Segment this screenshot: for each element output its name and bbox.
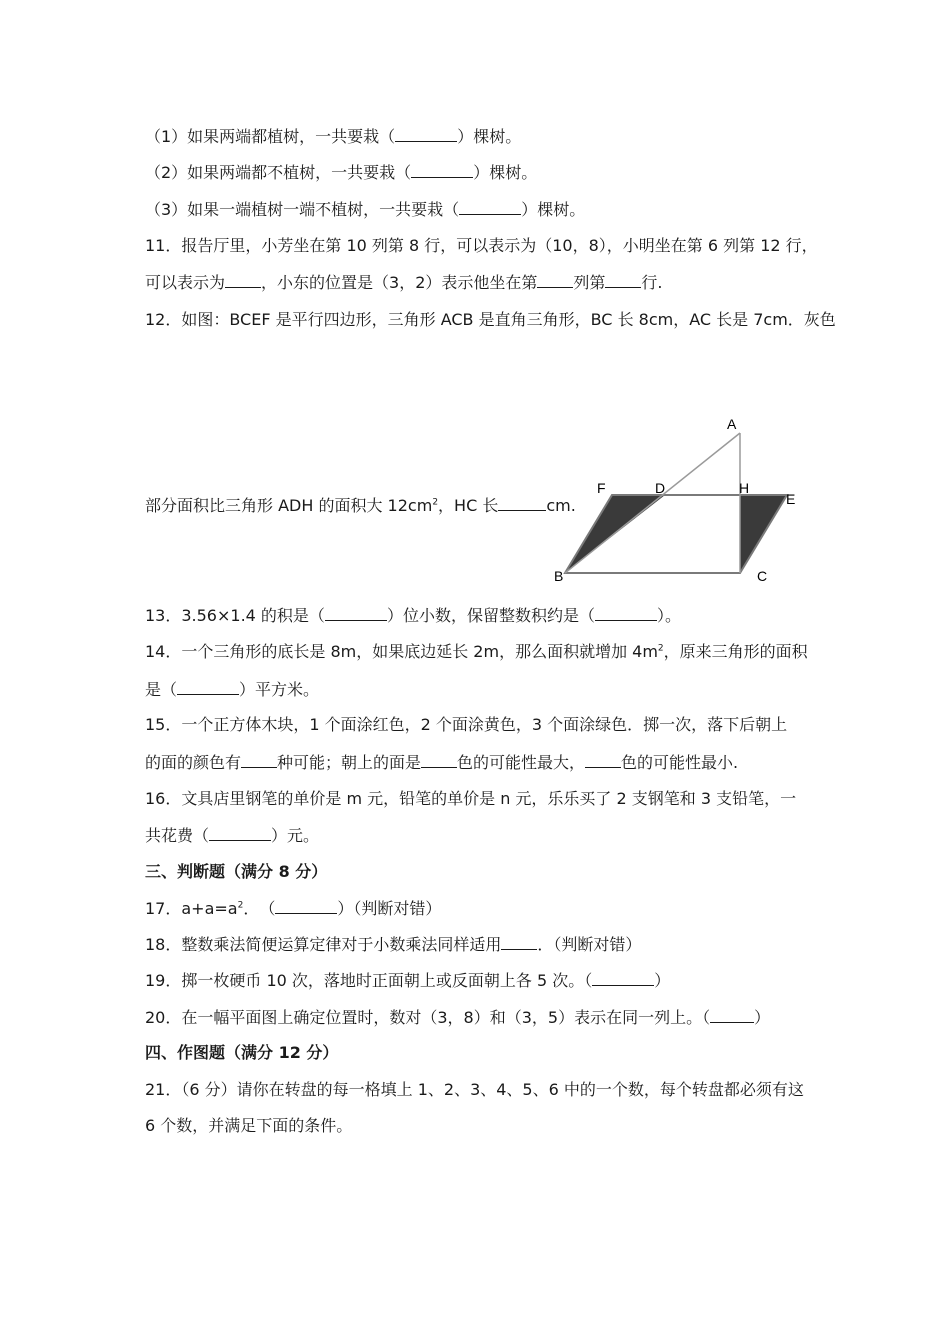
q12-line1: 12．如图：BCEF 是平行四边形，三角形 ACB 是直角三角形，BC 长 8cm，AC 长是 7cm．灰色 — [145, 310, 836, 329]
answer-blank[interactable] — [421, 752, 457, 768]
q10-sub1: （1）如果两端都植树，一共要栽（ ）棵树。 — [145, 127, 522, 146]
q15-line1: 15．一个正方体木块，1 个面涂红色，2 个面涂黄色，3 个面涂绿色．掷一次，落下后朝上 — [145, 715, 788, 734]
q21-line1: 21．（6 分）请你在转盘的每一格填上 1、2、3、4、5、6 中的一个数，每个转盘都必须有这 — [145, 1080, 804, 1099]
q16-line2: 共花费（ ）元。 — [145, 826, 320, 845]
q14-line1: 14．一个三角形的底长是 8m，如果底边延长 2m，那么面积就增加 $4m^2$，原来三角形的面积 — [145, 642, 808, 661]
label-b: B — [554, 568, 564, 584]
q18: 18．整数乘法简便运算定律对于小数乘法同样适用 ．（判断对错） — [145, 935, 642, 954]
answer-blank[interactable] — [177, 679, 239, 695]
q16-line1: 16．文具店里钢笔的单价是 m 元，铅笔的单价是 n 元，乐乐买了 2 支钢笔和 3 支铅笔，一 — [145, 789, 797, 808]
q20: 20．在一幅平面图上确定位置时，数对（3，8）和（3，5）表示在同一列上。（ ） — [145, 1008, 771, 1027]
q12-line2: 部分面积比三角形 ADH 的面积大 $12cm^2$，HC 长 cm. — [145, 496, 576, 515]
answer-blank[interactable] — [498, 495, 546, 511]
answer-blank[interactable] — [241, 752, 277, 768]
answer-blank[interactable] — [275, 898, 337, 914]
q21-line2: 6 个数，并满足下面的条件。 — [145, 1116, 353, 1135]
answer-blank[interactable] — [501, 934, 537, 950]
label-d: D — [655, 480, 666, 496]
q11-line1: 11．报告厅里，小芳坐在第 10 列第 8 行，可以表示为（10，8），小明坐在第 6 列第 12 行， — [145, 236, 818, 255]
label-e: E — [786, 491, 796, 507]
answer-blank[interactable] — [459, 199, 521, 215]
answer-blank[interactable] — [411, 162, 473, 178]
answer-blank[interactable] — [209, 825, 271, 841]
answer-blank[interactable] — [592, 970, 654, 986]
label-a: A — [727, 416, 737, 432]
answer-blank[interactable] — [585, 752, 621, 768]
q15-line2: 的面的颜色有 种可能；朝上的面是 色的可能性最大， 色的可能性最小. — [145, 753, 739, 772]
answer-blank[interactable] — [537, 272, 573, 288]
q14-line2: 是（ ）平方米。 — [145, 680, 320, 699]
geometry-figure — [550, 410, 810, 590]
q11-line2: 可以表示为 ，小东的位置是（3，2）表示他坐在第 列第 行. — [145, 273, 663, 292]
answer-blank[interactable] — [325, 605, 387, 621]
label-h: H — [739, 480, 750, 496]
q13: 13．3.56×1.4 的积是（ ）位小数，保留整数积约是（ ）。 — [145, 606, 681, 625]
answer-blank[interactable] — [395, 126, 457, 142]
q19: 19．掷一枚硬币 10 次，落地时正面朝上或反面朝上各 5 次。（ ） — [145, 971, 671, 990]
superscript: 2 — [237, 900, 244, 911]
section-heading-judgment: 三、判断题（满分 8 分） — [145, 862, 328, 881]
q10-sub3: （3）如果一端植树一端不植树，一共要栽（ ）棵树。 — [145, 200, 586, 219]
answer-blank[interactable] — [595, 605, 657, 621]
section-heading-drawing: 四、作图题（满分 12 分） — [145, 1043, 339, 1062]
q17: 17．$a+a=a^2$． （ ）（判断对错） — [145, 899, 442, 918]
line-ba — [565, 433, 740, 573]
answer-blank[interactable] — [225, 272, 261, 288]
answer-blank[interactable] — [710, 1007, 754, 1023]
superscript: 2 — [432, 497, 439, 508]
label-c: C — [757, 568, 768, 584]
label-f: F — [597, 480, 606, 496]
q10-sub2: （2）如果两端都不植树，一共要栽（ ）棵树。 — [145, 163, 538, 182]
superscript: 2 — [657, 643, 664, 654]
answer-blank[interactable] — [605, 272, 641, 288]
